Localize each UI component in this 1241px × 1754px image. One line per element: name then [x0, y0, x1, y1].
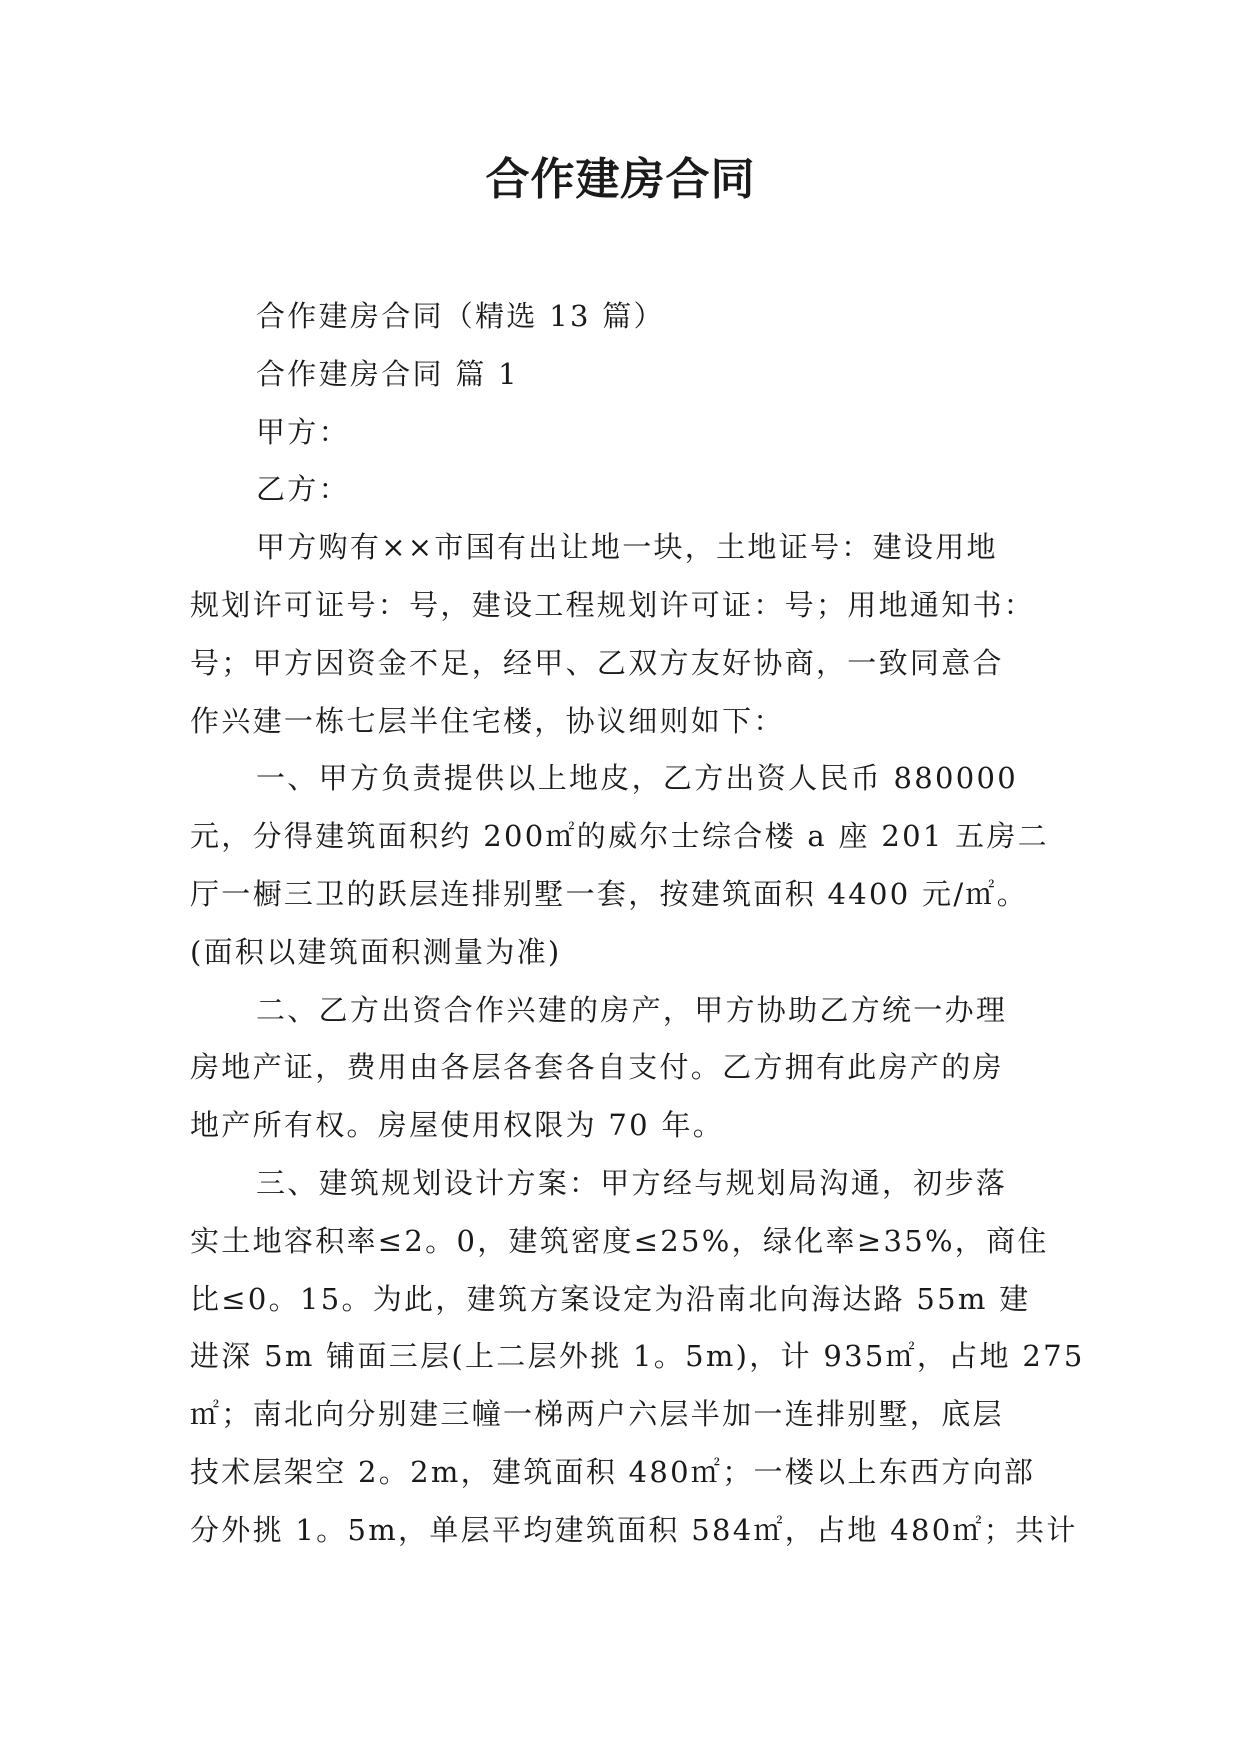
- clause-line: ㎡；南北向分别建三幢一梯两户六层半加一连排别墅，底层: [190, 1397, 1004, 1432]
- clause-line: 进深 5m 铺面三层(上二层外挑 1。5m)，计 935㎡，占地 275: [190, 1339, 1085, 1374]
- paragraph-line: 规划许可证号：号，建设工程规划许可证：号；用地通知书：: [190, 587, 1036, 622]
- clause-line: 比≤0。15。为此，建筑方案设定为沿南北向海达路 55m 建: [190, 1281, 1031, 1316]
- clause-line: (面积以建筑面积测量为准): [190, 934, 562, 969]
- clause-line: 一、甲方负责提供以上地皮，乙方出资人民币 880000: [256, 761, 1019, 796]
- clause-line: 分外挑 1。5m，单层平均建筑面积 584㎡，占地 480㎡；共计: [190, 1512, 1078, 1547]
- paragraph-line: 甲方购有××市国有出让地一块，土地证号：建设用地: [256, 530, 998, 565]
- clause-line: 厅一橱三卫的跃层连排别墅一套，按建筑面积 4400 元/㎡。: [190, 876, 1029, 911]
- clause-line: 地产所有权。房屋使用权限为 70 年。: [190, 1108, 725, 1143]
- clause-line: 三、建筑规划设计方案：甲方经与规划局沟通，初步落: [256, 1165, 1008, 1200]
- document-title: 合作建房合同: [485, 154, 756, 205]
- section-heading: 合作建房合同 篇 1: [256, 356, 519, 391]
- subtitle-line: 合作建房合同（精选 13 篇）: [256, 299, 665, 333]
- document-body: [190, 288, 1085, 1560]
- clause-line: 技术层架空 2。2m，建筑面积 480㎡；一楼以上东西方向部: [190, 1454, 1036, 1489]
- paragraph-line: 号；甲方因资金不足，经甲、乙双方友好协商，一致同意合: [190, 645, 1004, 680]
- clause-line: 房地产证，费用由各层各套各自支付。乙方拥有此房产的房: [190, 1050, 1004, 1085]
- clause-line: 元，分得建筑面积约 200㎡的威尔士综合楼 a 座 201 五房二: [190, 819, 1049, 854]
- clause-line: 实土地容积率≤2。0，建筑密度≤25%，绿化率≥35%，商住: [190, 1223, 1049, 1258]
- party-a-label: 甲方：: [256, 414, 350, 449]
- party-b-label: 乙方：: [256, 472, 350, 507]
- clause-line: 二、乙方出资合作兴建的房产，甲方协助乙方统一办理: [256, 992, 1008, 1027]
- paragraph-line: 作兴建一栋七层半住宅楼，协议细则如下：: [190, 703, 785, 738]
